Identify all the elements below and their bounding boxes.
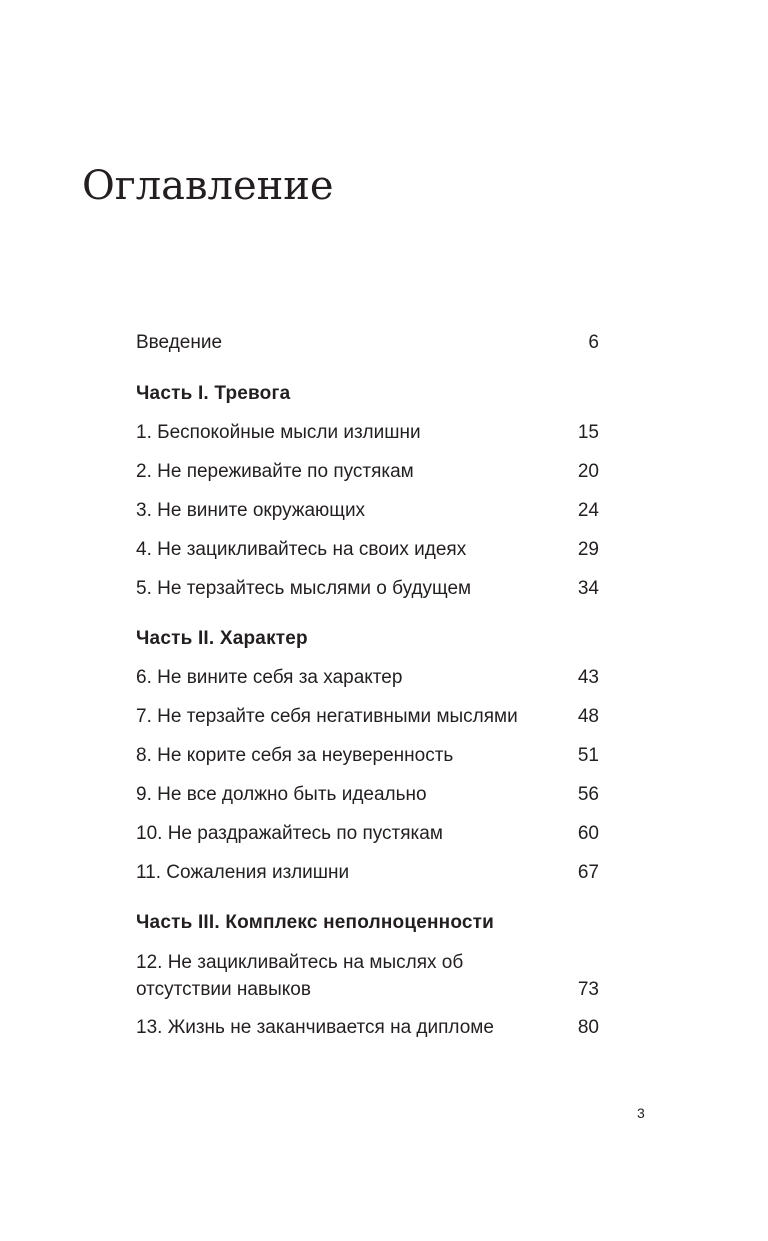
- toc-entry-page: 6: [588, 332, 599, 353]
- toc-entry[interactable]: [136, 576, 599, 602]
- toc-entry[interactable]: [136, 743, 599, 769]
- toc-entry-label: 12. Не зацикливайтесь на мыслях об отсутствии навыков: [136, 952, 464, 1000]
- toc-entry-page: 24: [577, 500, 599, 521]
- toc-entry-page: 51: [577, 745, 599, 766]
- toc-entry-page: 20: [577, 461, 599, 482]
- toc-entry[interactable]: [136, 498, 599, 524]
- toc-entry[interactable]: [136, 949, 599, 1003]
- toc-entry-page: 67: [577, 862, 599, 883]
- toc-entry-label: 1. Беспокойные мысли излишни: [136, 422, 421, 443]
- toc-entry-page: 43: [577, 667, 599, 688]
- toc-entry-label: 8. Не корите себя за неуверенность: [136, 745, 454, 766]
- toc-entry-page: 60: [577, 823, 599, 844]
- toc-entry[interactable]: [136, 459, 599, 485]
- toc-entry[interactable]: [136, 665, 599, 691]
- toc-entry-page: 29: [577, 539, 599, 560]
- toc-entry-label: 13. Жизнь не заканчивается на дипломе: [136, 1017, 494, 1038]
- toc-entry-label: 2. Не переживайте по пустякам: [136, 461, 414, 482]
- toc-entry-label: 11. Сожаления излишни: [136, 862, 350, 883]
- part-heading-3[interactable]: Часть III. Комплекс неполноценности: [136, 912, 495, 933]
- toc-entry-page: 34: [577, 578, 599, 599]
- toc-entry-intro[interactable]: [136, 330, 599, 356]
- toc-entry-page: 48: [577, 706, 599, 727]
- toc-entry[interactable]: [136, 860, 599, 886]
- toc-entry[interactable]: [136, 821, 599, 847]
- page-title: Оглавление: [82, 163, 334, 209]
- toc-entry-page: 15: [577, 422, 599, 443]
- toc-entry-label: 10. Не раздражайтесь по пустякам: [136, 823, 443, 844]
- toc-entry-label: 6. Не вините себя за характер: [136, 667, 403, 688]
- toc-entry[interactable]: [136, 1015, 599, 1041]
- toc-entry-label: 9. Не все должно быть идеально: [136, 784, 427, 805]
- toc-entry[interactable]: [136, 782, 599, 808]
- part-heading-1[interactable]: Часть I. Тревога: [136, 383, 291, 404]
- toc-entry-label: 7. Не терзайте себя негативными мыслями: [136, 706, 518, 727]
- page-number: 3: [637, 1105, 645, 1121]
- toc-entry-label: 3. Не вините окружающих: [136, 500, 366, 521]
- toc-entry-page: 73: [577, 979, 599, 1000]
- toc-entry-label: 4. Не зацикливайтесь на своих идеях: [136, 539, 467, 560]
- toc-entry-label: Введение: [136, 332, 223, 353]
- toc-entry[interactable]: [136, 704, 599, 730]
- toc-entry-page: 80: [577, 1017, 599, 1038]
- toc-entry[interactable]: [136, 537, 599, 563]
- toc-entry-label: 5. Не терзайтесь мыслями о будущем: [136, 578, 472, 599]
- toc-entry[interactable]: [136, 420, 599, 446]
- toc-entry-page: 56: [577, 784, 599, 805]
- part-heading-2[interactable]: Часть II. Характер: [136, 628, 308, 649]
